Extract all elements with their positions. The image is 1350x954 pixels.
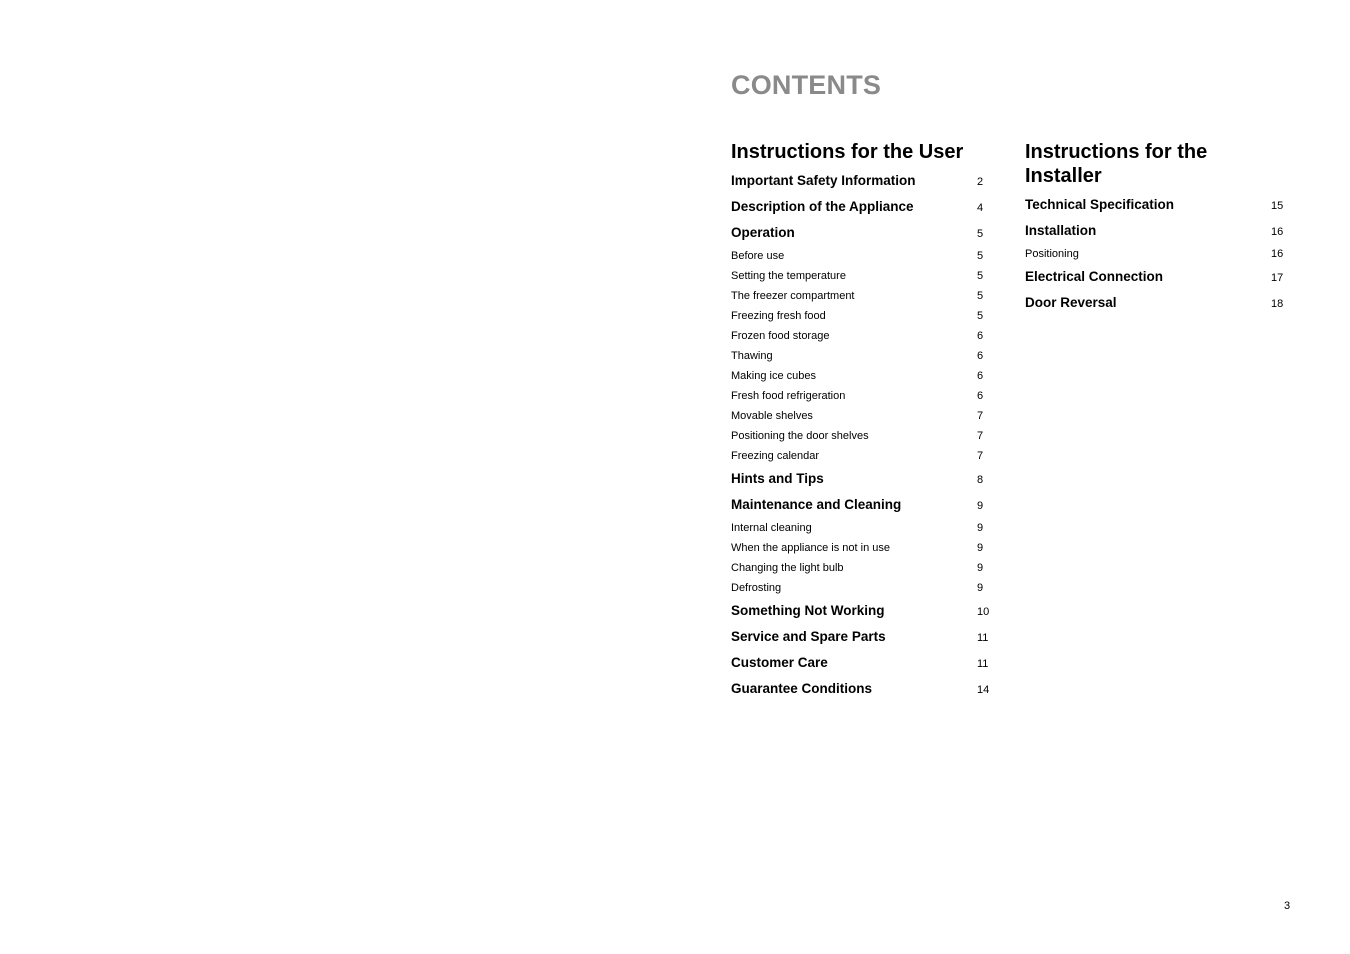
toc-entry-page: 9	[977, 500, 984, 512]
toc-entry-page: 10	[977, 606, 990, 618]
toc-entry	[731, 266, 991, 286]
toc-entry	[1025, 290, 1285, 316]
toc-entry	[731, 406, 991, 426]
user-section-heading: Instructions for the User	[731, 141, 964, 163]
toc-entry-label: Setting the temperature	[731, 270, 846, 282]
toc-entry	[731, 220, 991, 246]
toc-entry	[731, 538, 991, 558]
toc-entry-label: The freezer compartment	[731, 290, 855, 302]
toc-entry	[731, 676, 991, 702]
toc-entry-page: 5	[977, 228, 984, 240]
toc-entry	[731, 286, 991, 306]
toc-entry-page: 8	[977, 474, 984, 486]
toc-entry-page: 2	[977, 176, 984, 188]
toc-entry-label: Changing the light bulb	[731, 562, 844, 574]
toc-entry	[731, 492, 991, 518]
toc-entry	[731, 650, 991, 676]
toc-entry	[731, 306, 991, 326]
toc-entry-label: Frozen food storage	[731, 330, 830, 342]
installer-contents-column	[1025, 140, 1285, 316]
toc-entry	[731, 624, 991, 650]
toc-entry-label: Movable shelves	[731, 410, 813, 422]
toc-entry-label: Thawing	[731, 350, 773, 362]
toc-entry	[731, 426, 991, 446]
toc-entry-page: 16	[1271, 248, 1284, 260]
toc-entry-label: Defrosting	[731, 582, 782, 594]
user-contents-column	[731, 140, 991, 702]
toc-entry-label: Description of the Appliance	[731, 199, 914, 214]
page-number: 3	[1284, 900, 1291, 912]
toc-entry	[731, 558, 991, 578]
toc-entry-page: 7	[977, 450, 984, 462]
toc-entry	[731, 518, 991, 538]
toc-entry-label: Installation	[1025, 223, 1097, 238]
toc-entry-page: 15	[1271, 200, 1284, 212]
toc-entry-page: 11	[977, 658, 989, 670]
toc-entry-page: 18	[1271, 298, 1284, 310]
toc-entry-page: 14	[977, 684, 990, 696]
toc-entry	[731, 366, 991, 386]
toc-entry	[731, 326, 991, 346]
toc-entry	[1025, 244, 1285, 264]
installer-toc-list	[1025, 192, 1285, 316]
toc-entry-page: 4	[977, 202, 984, 214]
toc-entry	[731, 578, 991, 598]
toc-entry-label: When the appliance is not in use	[731, 542, 890, 554]
toc-entry-label: Technical Specification	[1025, 197, 1175, 212]
toc-entry-label: Customer Care	[731, 655, 828, 670]
toc-entry-page: 11	[977, 632, 989, 644]
toc-entry-label: Door Reversal	[1025, 295, 1117, 310]
toc-entry	[731, 346, 991, 366]
toc-entry-page: 5	[977, 250, 984, 262]
toc-entry-label: Hints and Tips	[731, 471, 824, 486]
toc-entry-label: Electrical Connection	[1025, 269, 1164, 284]
toc-entry-page: 5	[977, 310, 984, 322]
toc-entry-label: Internal cleaning	[731, 522, 812, 534]
toc-entry	[1025, 264, 1285, 290]
toc-entry-page: 5	[977, 290, 984, 302]
toc-entry-page: 9	[977, 582, 984, 594]
toc-entry-page: 6	[977, 330, 984, 342]
toc-entry-label: Positioning the door shelves	[731, 430, 869, 442]
toc-entry-page: 6	[977, 370, 984, 382]
toc-entry-page: 17	[1271, 272, 1284, 284]
toc-entry-label: Something Not Working	[731, 603, 885, 618]
toc-entry-page: 9	[977, 522, 984, 534]
toc-entry-label: Guarantee Conditions	[731, 681, 873, 696]
toc-entry	[731, 386, 991, 406]
installer-section-heading: Instructions for the Installer	[1025, 141, 1208, 187]
toc-entry-label: Important Safety Information	[731, 173, 916, 188]
toc-entry-label: Freezing calendar	[731, 450, 820, 462]
toc-entry	[1025, 218, 1285, 244]
toc-entry-page: 7	[977, 430, 984, 442]
toc-entry-page: 6	[977, 350, 984, 362]
toc-entry	[731, 466, 991, 492]
toc-entry-page: 16	[1271, 226, 1284, 238]
toc-entry-label: Before use	[731, 250, 785, 262]
toc-entry-label: Positioning	[1025, 248, 1079, 260]
toc-entry-label: Freezing fresh food	[731, 310, 826, 322]
toc-entry	[731, 194, 991, 220]
toc-entry-page: 9	[977, 542, 984, 554]
toc-entry	[731, 598, 991, 624]
toc-entry-label: Service and Spare Parts	[731, 629, 886, 644]
toc-entry	[1025, 192, 1285, 218]
toc-entry-label: Operation	[731, 225, 795, 240]
toc-entry-page: 7	[977, 410, 984, 422]
toc-entry-label: Making ice cubes	[731, 370, 816, 382]
toc-entry	[731, 168, 991, 194]
toc-entry-page: 5	[977, 270, 984, 282]
toc-entry	[731, 246, 991, 266]
toc-entry-label: Fresh food refrigeration	[731, 390, 846, 402]
page-title: CONTENTS	[731, 70, 882, 100]
toc-entry-label: Maintenance and Cleaning	[731, 497, 902, 512]
user-toc-list	[731, 168, 991, 702]
toc-entry	[731, 446, 991, 466]
toc-entry-page: 9	[977, 562, 984, 574]
toc-entry-page: 6	[977, 390, 984, 402]
